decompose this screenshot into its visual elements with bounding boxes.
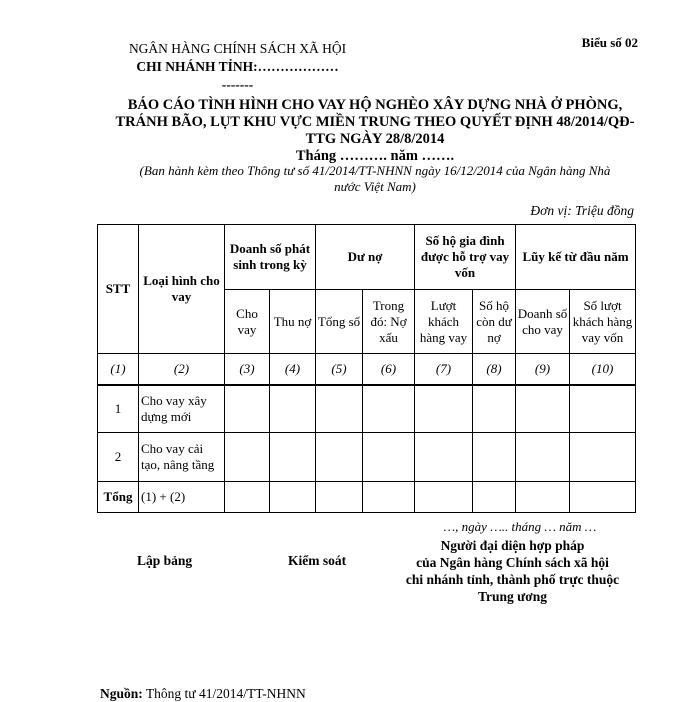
representative-line-2: của Ngân hàng Chính sách xã hội [416,555,609,570]
row-stt: 1 [98,385,139,433]
report-period: Tháng ………. năm ……. [295,148,455,164]
table-row [98,433,636,482]
title-line-1: BÁO CÁO TÌNH HÌNH CHO VAY HỘ NGHÈO XÂY DỰNG NHÀ Ở PHÒNG, [127,97,623,113]
source-label: Nguồn: [100,686,143,701]
org-separator: ------- [221,77,254,92]
source-text: Thông tư 41/2014/TT-NHNN [145,686,306,701]
representative-line-1: Người đại diện hợp pháp [440,538,585,553]
issuance-line-1: (Ban hành kèm theo Thông tư số 41/2014/TT-NHNN ngày 16/12/2014 của Ngân hàng Nhà [139,163,611,178]
data-cell [570,482,636,513]
subheader-bad-debt: Trong đó: Nợ xấu [363,290,415,354]
representative-line-3: chi nhánh tỉnh, thành phố trực thuộc [405,572,620,587]
subheader-lending: Cho vay [225,290,270,354]
title-line-2: TRÁNH BÃO, LỤT KHU VỰC MIỀN TRUNG THEO QUYẾT ĐỊNH 48/2014/QĐ- [115,114,635,130]
branch-name: CHI NHÁNH TỈNH:……………… [136,59,339,74]
data-cell [516,433,570,482]
issuance-line-2: nước Việt Nam) [334,179,416,194]
row-label: Cho vay cải tạo, nâng tầng [139,433,225,482]
header-cumulative: Lũy kế từ đầu năm [516,225,636,290]
row-label: Cho vay xây dựng mới [139,385,225,433]
column-number: (2) [139,354,225,385]
report-table [97,224,636,513]
data-cell [316,433,363,482]
column-number: (3) [225,354,270,385]
data-cell [363,482,415,513]
subheader-households-in-debt: Số hộ còn dư nợ [473,290,516,354]
data-cell [225,385,270,433]
subheader-total: Tổng số [316,290,363,354]
subheader-cumulative-turns: Số lượt khách hàng vay vốn [570,290,636,354]
header-turnover: Doanh số phát sinh trong kỳ [225,225,316,290]
data-cell [316,385,363,433]
org-name: NGÂN HÀNG CHÍNH SÁCH XÃ HỘI [128,41,347,56]
column-number: (4) [270,354,316,385]
column-number: (1) [98,354,139,385]
data-cell [363,385,415,433]
data-cell [270,482,316,513]
subheader-cumulative-lending: Doanh số cho vay [516,290,570,354]
legal-representative-block [395,537,630,605]
data-cell [473,433,516,482]
header-stt: STT [98,225,139,354]
column-number: (8) [473,354,516,385]
data-cell [516,385,570,433]
total-label: Tổng [98,482,139,513]
data-cell [363,433,415,482]
header-loan-type: Loại hình cho vay [139,225,225,354]
signature-date-line: …, ngày ….. tháng … năm … [443,519,597,534]
data-cell [225,433,270,482]
column-number: (9) [516,354,570,385]
organization-block [100,40,375,94]
title-line-3: TTG NGÀY 28/8/2014 [305,131,445,147]
column-number: (6) [363,354,415,385]
data-cell [570,433,636,482]
representative-line-4: Trung ương [478,589,547,604]
header-households: Số hộ gia đình được hỗ trợ vay vốn [415,225,516,290]
data-cell [270,433,316,482]
unit-label: Đơn vị: Triệu đồng [530,203,634,218]
subheader-collection: Thu nợ [270,290,316,354]
report-title [105,97,645,165]
data-cell [415,482,473,513]
data-cell [415,385,473,433]
data-cell [516,482,570,513]
data-cell [570,385,636,433]
column-number: (5) [316,354,363,385]
header-outstanding: Dư nợ [316,225,415,290]
data-cell [316,482,363,513]
column-number: (10) [570,354,636,385]
subheader-borrower-turns: Lượt khách hàng vay [415,290,473,354]
data-cell [473,385,516,433]
row-stt: 2 [98,433,139,482]
issuance-note [105,163,645,195]
form-number: Biểu số 02 [581,35,638,50]
column-number: (7) [415,354,473,385]
data-cell [225,482,270,513]
data-cell [473,482,516,513]
table-row [98,385,636,433]
data-cell [415,433,473,482]
total-row [98,482,636,513]
data-cell [270,385,316,433]
total-formula: (1) + (2) [139,482,225,513]
controlled-by-label: Kiểm soát [288,553,347,568]
prepared-by-label: Lập bảng [137,553,193,568]
